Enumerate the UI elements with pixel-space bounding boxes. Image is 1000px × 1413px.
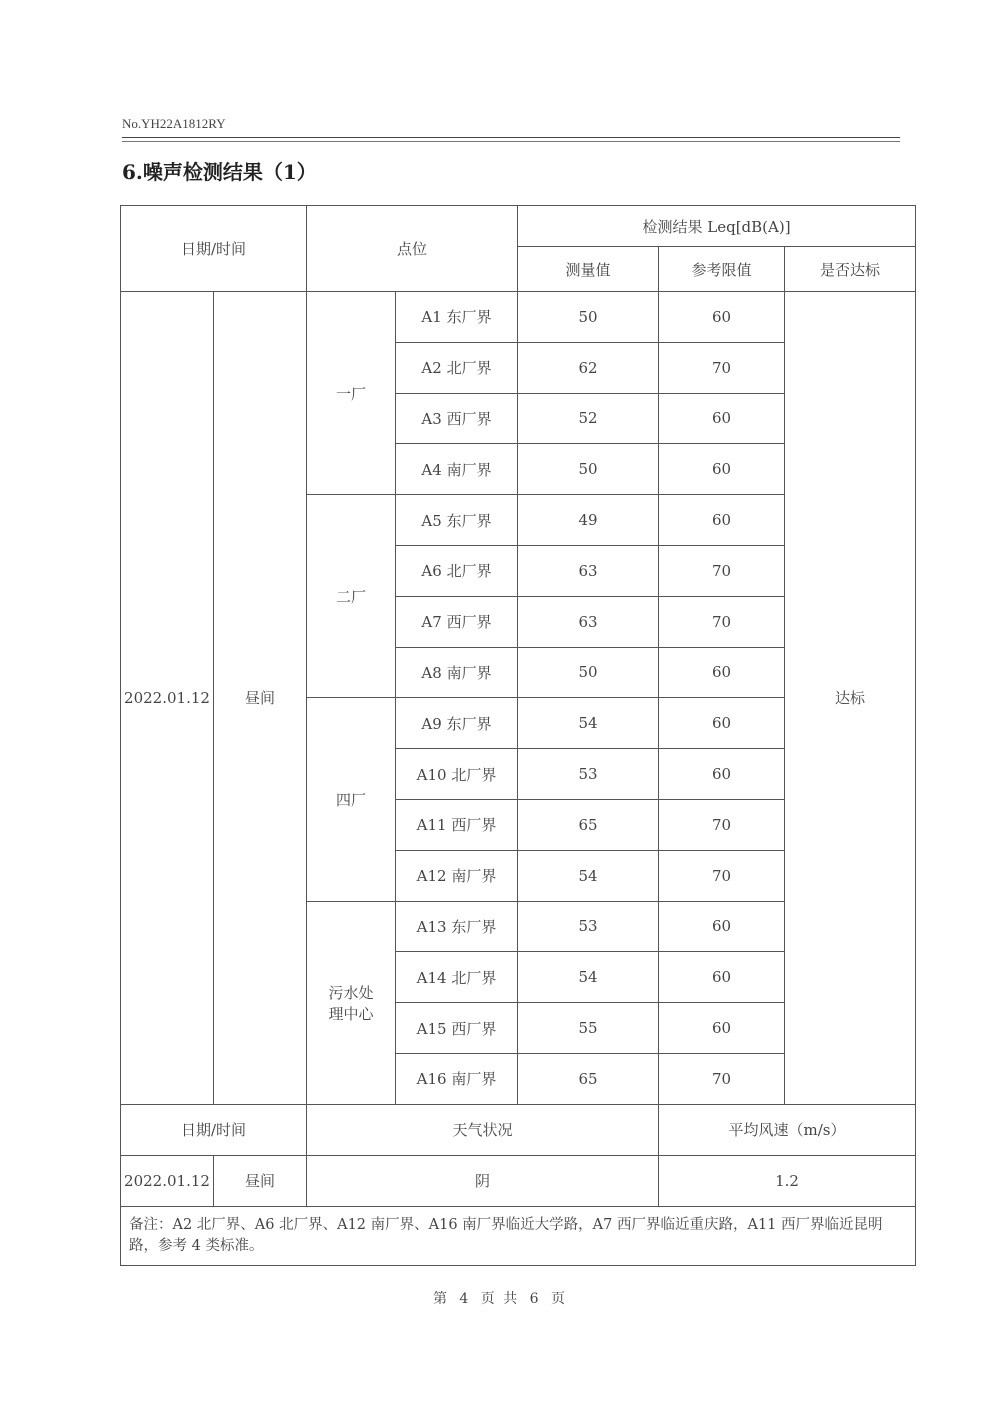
point-cell: A6 北厂界 (396, 545, 518, 596)
limit-cell: 60 (659, 292, 785, 343)
limit-cell: 60 (659, 1003, 785, 1054)
measured-cell: 53 (518, 901, 659, 952)
limit-cell: 70 (659, 545, 785, 596)
weather-header-row (121, 1104, 916, 1155)
header-result-group: 检测结果 Leq[dB(A)] (518, 206, 916, 247)
limit-cell: 60 (659, 495, 785, 546)
weather-data-row (121, 1155, 916, 1206)
header-compliant: 是否达标 (785, 247, 916, 292)
group-name (307, 901, 396, 1104)
limit-cell: 70 (659, 1053, 785, 1104)
point-cell: A16 南厂界 (396, 1053, 518, 1104)
point-cell: A2 北厂界 (396, 342, 518, 393)
header-limit: 参考限值 (659, 247, 785, 292)
header-measured: 测量值 (518, 247, 659, 292)
header-point: 点位 (307, 206, 518, 292)
table-row (121, 292, 916, 343)
limit-cell: 60 (659, 393, 785, 444)
weather-date: 2022.01.12 (121, 1155, 214, 1206)
point-cell: A4 南厂界 (396, 444, 518, 495)
point-cell: A14 北厂界 (396, 952, 518, 1003)
footer-page-total: 6 (529, 1291, 541, 1307)
footer-page-number: 4 (459, 1291, 471, 1307)
noise-results-table (120, 205, 916, 1266)
header-rule-thin (122, 141, 900, 142)
measured-cell: 50 (518, 292, 659, 343)
group-name: 四厂 (307, 698, 396, 901)
header-datetime: 日期/时间 (121, 206, 307, 292)
weather-wind: 1.2 (659, 1155, 916, 1206)
limit-cell: 70 (659, 596, 785, 647)
point-cell: A1 东厂界 (396, 292, 518, 343)
weather-header-wind: 平均风速（m/s） (659, 1104, 916, 1155)
measured-cell: 65 (518, 799, 659, 850)
page-footer (0, 1288, 1000, 1308)
point-cell: A11 西厂界 (396, 799, 518, 850)
group-name-line1: 污水处 (328, 983, 374, 1002)
point-cell: A8 南厂界 (396, 647, 518, 698)
measured-cell: 49 (518, 495, 659, 546)
footer-label-3: 页 (551, 1291, 568, 1307)
measured-cell: 54 (518, 850, 659, 901)
compliance-cell: 达标 (785, 292, 916, 1105)
measured-cell: 62 (518, 342, 659, 393)
point-cell: A10 北厂界 (396, 749, 518, 800)
measured-cell: 65 (518, 1053, 659, 1104)
header-rule (122, 137, 900, 138)
measured-cell: 63 (518, 596, 659, 647)
limit-cell: 70 (659, 850, 785, 901)
measured-cell: 53 (518, 749, 659, 800)
section-title: 6.噪声检测结果（1） (122, 160, 317, 184)
document-number: No.YH22A1812RY (122, 116, 226, 131)
limit-cell: 70 (659, 342, 785, 393)
point-cell: A12 南厂界 (396, 850, 518, 901)
measured-cell: 50 (518, 647, 659, 698)
measured-cell: 63 (518, 545, 659, 596)
footer-label-2: 页 共 (480, 1291, 520, 1307)
point-cell: A3 西厂界 (396, 393, 518, 444)
weather-condition: 阴 (307, 1155, 659, 1206)
measured-cell: 50 (518, 444, 659, 495)
measured-cell: 55 (518, 1003, 659, 1054)
limit-cell: 70 (659, 799, 785, 850)
measured-cell: 54 (518, 698, 659, 749)
measured-cell: 52 (518, 393, 659, 444)
point-cell: A7 西厂界 (396, 596, 518, 647)
period-cell: 昼间 (214, 292, 307, 1105)
limit-cell: 60 (659, 647, 785, 698)
limit-cell: 60 (659, 749, 785, 800)
point-cell: A5 东厂界 (396, 495, 518, 546)
limit-cell: 60 (659, 952, 785, 1003)
point-cell: A15 西厂界 (396, 1003, 518, 1054)
footer-label-1: 第 (432, 1291, 449, 1307)
weather-header-datetime: 日期/时间 (121, 1104, 307, 1155)
group-name: 二厂 (307, 495, 396, 698)
note-text: 备注：A2 北厂界、A6 北厂界、A12 南厂界、A16 南厂界临近大学路，A7 西厂界临近重庆路，A11 西厂界临近昆明路，参考 4 类标准。 (121, 1206, 916, 1265)
limit-cell: 60 (659, 444, 785, 495)
group-name: 一厂 (307, 292, 396, 495)
point-cell: A9 东厂界 (396, 698, 518, 749)
date-cell: 2022.01.12 (121, 292, 214, 1105)
measured-cell: 54 (518, 952, 659, 1003)
limit-cell: 60 (659, 698, 785, 749)
point-cell: A13 东厂界 (396, 901, 518, 952)
group-name-line2: 理中心 (328, 1004, 374, 1023)
limit-cell: 60 (659, 901, 785, 952)
weather-header-condition: 天气状况 (307, 1104, 659, 1155)
weather-period: 昼间 (214, 1155, 307, 1206)
note-row (121, 1206, 916, 1265)
